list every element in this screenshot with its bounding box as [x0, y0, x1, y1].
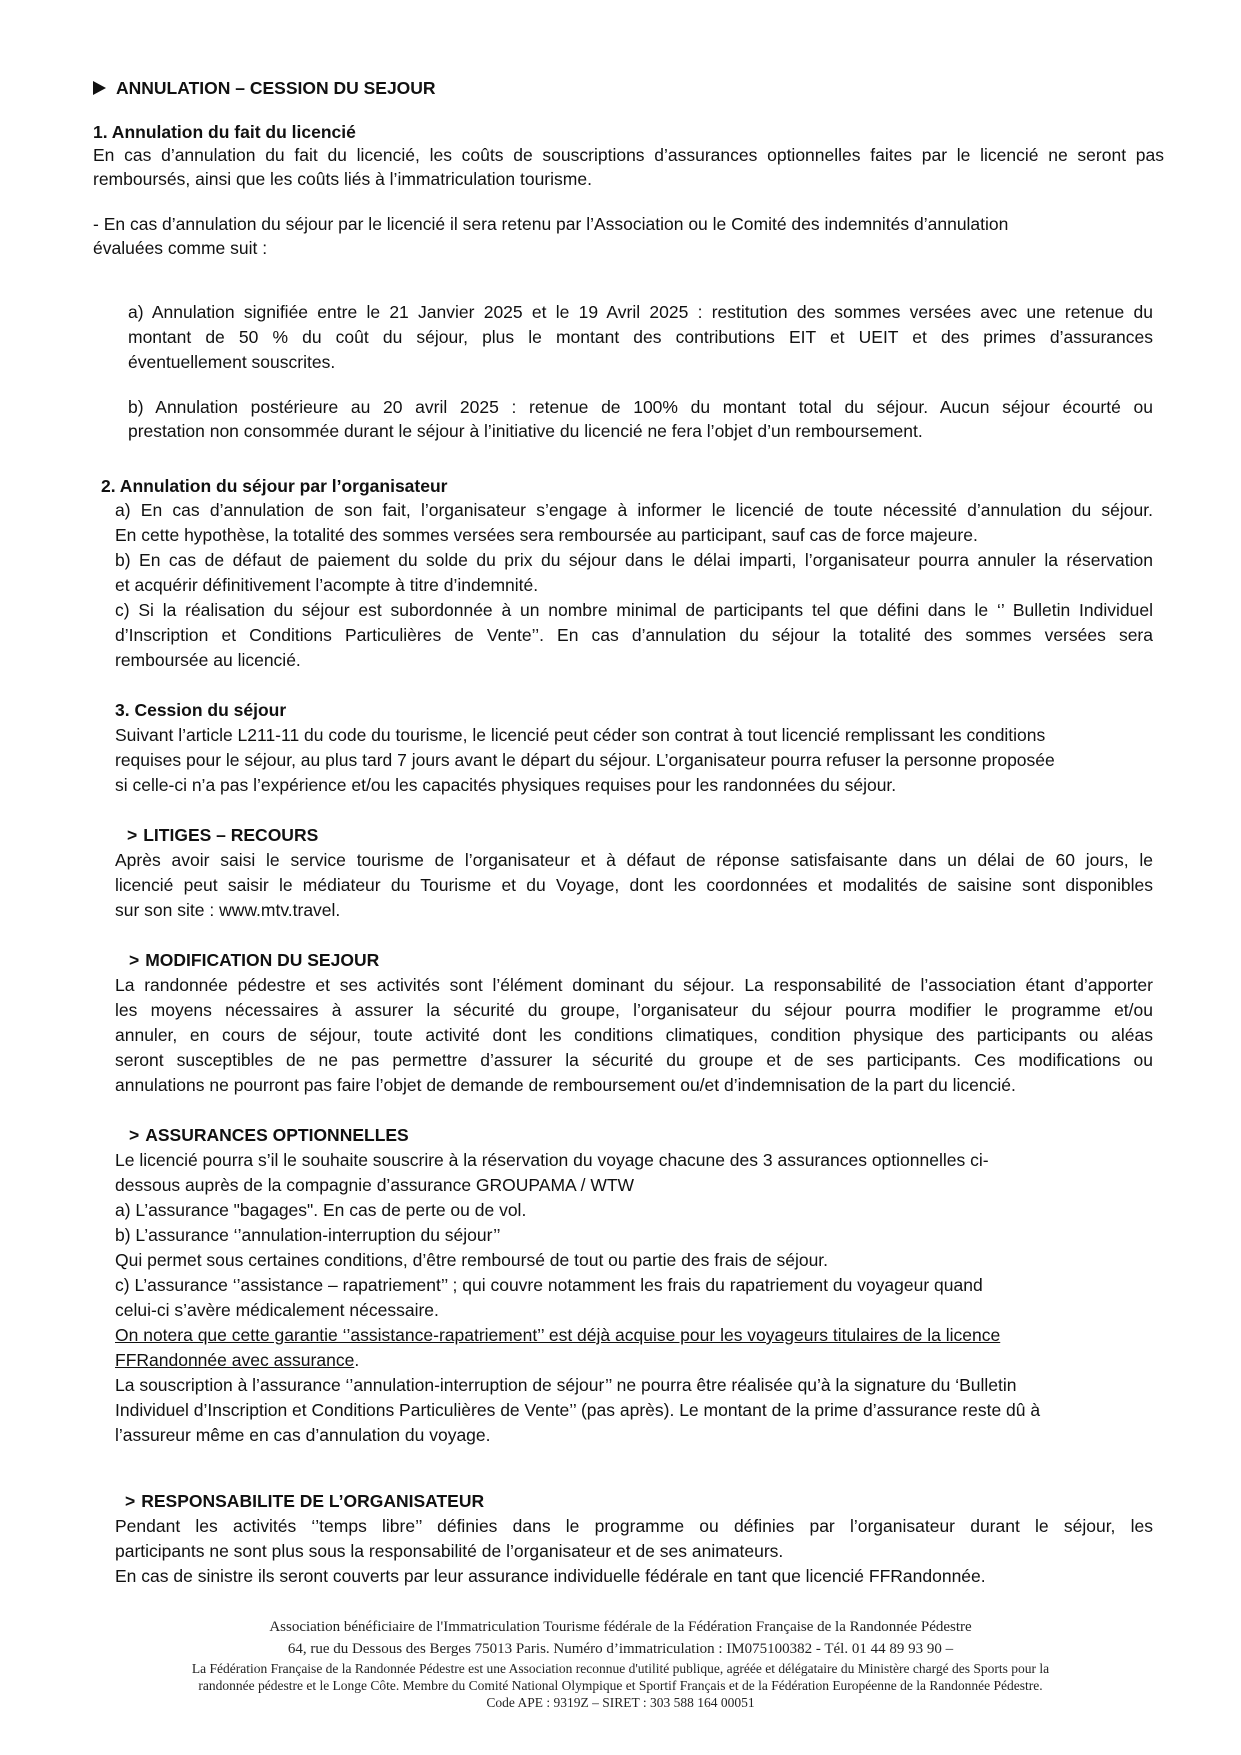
chevron-right-icon: > [129, 950, 140, 970]
assurances-underlined-note: FFRandonnée avec assurance. [115, 1350, 360, 1370]
responsabilite-line: En cas de sinistre ils seront couverts par leur assurance individuelle fédérale en tant que licencié FFRandonnée. [115, 1566, 986, 1586]
section-1-item-b-line: b) Annulation postérieure au 20 avril 2025 : retenue de 100% du montant total du séjour. Aucun séjour écourté ou [128, 397, 1153, 417]
modification-line: les moyens nécessaires à assurer la sécurité du groupe, l’organisateur du séjour pourra modifier le programme et/ou [115, 1000, 1153, 1020]
section-1-item-a-line: éventuellement souscrites. [128, 352, 336, 372]
assurances-title: > ASSURANCES OPTIONNELLES [129, 1125, 409, 1145]
assurances-line: Individuel d’Inscription et Conditions Particulières de Vente’’ (pas après). Le montant de la prime d’assurance reste dû à [115, 1400, 1041, 1420]
section-3-line: si celle-ci n’a pas l’expérience et/ou les capacités physiques requises pour les randonnées du séjour. [115, 775, 897, 795]
section-2-line: remboursée au licencié. [115, 650, 301, 670]
footer-line: Association bénéficiaire de l'Immatriculation Tourisme fédérale de la Fédération Française de la Randonnée Pédestre [269, 1619, 972, 1635]
section-1-item-b-line: prestation non consommée durant le séjour à l’initiative du licencié ne fera l’objet d’un remboursement. [128, 421, 923, 441]
assurances-line: celui-ci s’avère médicalement nécessaire. [115, 1300, 439, 1320]
section-2-line: c) Si la réalisation du séjour est subordonnée à un nombre minimal de participants tel que défini dans le ‘’ Bulletin Individuel [115, 600, 1153, 620]
responsabilite-title: > RESPONSABILITE DE L’ORGANISATEUR [125, 1491, 485, 1511]
assurances-line: b) L’assurance ‘’annulation-interruption du séjour’’ [115, 1225, 501, 1245]
assurances-line: Qui permet sous certaines conditions, d’être remboursé de tout ou partie des frais de séjour. [115, 1250, 829, 1270]
section-2-line: d’Inscription et Conditions Particulières de Vente’’. En cas d’annulation du séjour la totalité des sommes versées sera [115, 625, 1153, 645]
section-1-item-a-line: montant de 50 % du coût du séjour, plus le montant des contributions EIT et UEIT et des primes d’assurances [128, 327, 1153, 347]
modification-line: seront susceptibles de ne pas permettre d’assurer la sécurité du groupe et de ses participants. Ces modifications ou [115, 1050, 1153, 1070]
chevron-right-icon: > [127, 825, 138, 845]
assurances-line: c) L’assurance ‘’assistance – rapatriement’’ ; qui couvre notamment les frais du rapatriement du voyageur quand [115, 1275, 983, 1295]
footer-line: 64, rue du Dessous des Berges 75013 Paris. Numéro d’immatriculation : IM075100382 - Tél. 01 44 89 93 90 – [287, 1641, 954, 1657]
footer-line: La Fédération Française de la Randonnée Pédestre est une Association reconnue d'utilité publique, agréée et délégataire du Ministère chargé des Sports pour la [191, 1661, 1050, 1676]
section-2-line: a) En cas d’annulation de son fait, l’organisateur s’engage à informer le licencié de toute nécessité d’annulation du séjour. [115, 500, 1153, 520]
section-1-paragraph-line: évaluées comme suit : [93, 238, 268, 258]
section-1-title: 1. Annulation du fait du licencié [93, 122, 356, 142]
section-2-line: b) En cas de défaut de paiement du solde du prix du séjour dans le délai imparti, l’organisateur pourra annuler la réservation [115, 550, 1153, 570]
modification-title: > MODIFICATION DU SEJOUR [129, 950, 380, 970]
modification-line: annuler, en cours de séjour, toute activité dont les conditions climatiques, condition physique des participants ou aléas [115, 1025, 1153, 1045]
litiges-line: Après avoir saisi le service tourisme de l’organisateur et à défaut de réponse satisfaisante dans un délai de 60 jours, le [115, 850, 1153, 870]
section-1-paragraph-line: - En cas d’annulation du séjour par le licencié il sera retenu par l’Association ou le Comité des indemnités d’annulation [93, 214, 1009, 234]
section-2-line: et acquérir définitivement l’acompte à titre d’indemnité. [115, 575, 539, 595]
litiges-line: licencié peut saisir le médiateur du Tourisme et du Voyage, dont les coordonnées et modalités de saisine sont disponibles [115, 875, 1153, 895]
chevron-right-icon: > [125, 1491, 136, 1511]
modification-line: annulations ne pourront pas faire l’objet de demande de remboursement ou/et d’indemnisation de la part du licencié. [115, 1075, 1016, 1095]
responsabilite-line: participants ne sont plus sous la responsabilité de l’organisateur et de ses animateurs. [115, 1541, 784, 1561]
section-1-item-a-line: a) Annulation signifiée entre le 21 Janvier 2025 et le 19 Avril 2025 : restitution des sommes versées avec une retenue du [128, 302, 1153, 322]
triangle-bullet-icon [93, 81, 106, 95]
section-1-paragraph-line: En cas d’annulation du fait du licencié, les coûts de souscriptions d’assurances optionnelles faites par le licencié ne seront pas [93, 145, 1164, 165]
assurances-line: l’assureur même en cas d’annulation du voyage. [115, 1425, 491, 1445]
footer-line: Code APE : 9319Z – SIRET : 303 588 164 00051 [486, 1695, 755, 1710]
section-3-line: Suivant l’article L211-11 du code du tourisme, le licencié peut céder son contrat à tout licencié remplissant les conditions [115, 725, 1046, 745]
section-3-title: 3. Cession du séjour [115, 700, 287, 720]
assurances-line: La souscription à l’assurance ‘’annulation-interruption de séjour’’ ne pourra être réalisée qu’à la signature du ‘Bulletin [115, 1375, 1017, 1395]
section-1-paragraph-line: remboursés, ainsi que les coûts liés à l’immatriculation tourisme. [93, 169, 592, 189]
section-3-line: requises pour le séjour, au plus tard 7 jours avant le départ du séjour. L’organisateur pourra refuser la personne proposée [115, 750, 1055, 770]
chevron-right-icon: > [129, 1125, 140, 1145]
assurances-line: dessous auprès de la compagnie d’assurance GROUPAMA / WTW [115, 1175, 635, 1195]
assurances-line: a) L’assurance "bagages". En cas de perte ou de vol. [115, 1200, 527, 1220]
main-heading: ANNULATION – CESSION DU SEJOUR [93, 77, 436, 99]
assurances-underlined-note: On notera que cette garantie ‘’assistance-rapatriement’’ est déjà acquise pour les voyageurs titulaires de la licence [115, 1325, 1001, 1345]
footer-line: randonnée pédestre et le Longe Côte. Membre du Comité National Olympique et Sportif Français et de la Fédération Européenne de la Randonnée Pédestre. [198, 1678, 1043, 1693]
responsabilite-line: Pendant les activités ‘’temps libre’’ définies dans le programme ou définies par l’organisateur durant le séjour, les [115, 1516, 1153, 1536]
litiges-line: sur son site : www.mtv.travel. [115, 900, 341, 920]
litiges-title: > LITIGES – RECOURS [127, 825, 319, 845]
section-2-title: 2. Annulation du séjour par l’organisateur [101, 476, 448, 496]
modification-line: La randonnée pédestre et ses activités sont l’élément dominant du séjour. La responsabilité de l’association étant d’apporter [115, 975, 1153, 995]
section-2-line: En cette hypothèse, la totalité des sommes versées sera remboursée au participant, sauf cas de force majeure. [115, 525, 978, 545]
assurances-line: Le licencié pourra s’il le souhaite souscrire à la réservation du voyage chacune des 3 assurances optionnelles ci- [115, 1150, 989, 1170]
